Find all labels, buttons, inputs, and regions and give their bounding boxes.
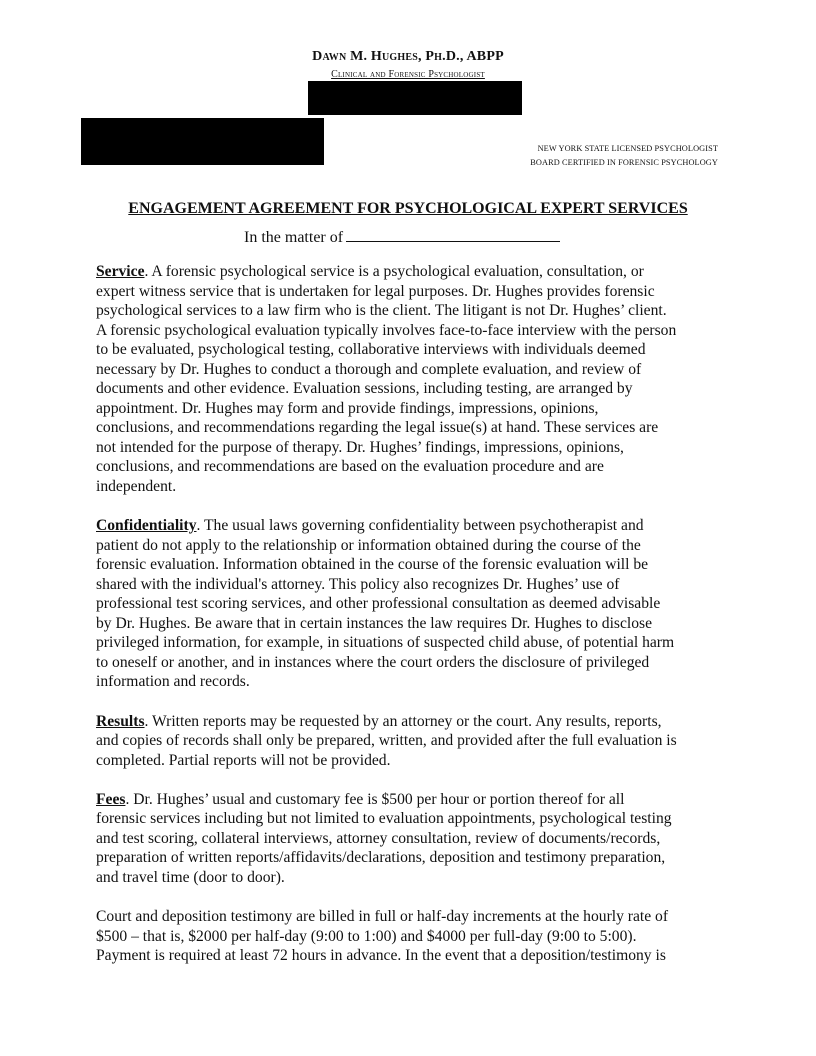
- text-line: to be evaluated, psychological testing, collaborative interviews with individuals deemed: [96, 341, 646, 359]
- text-line: Results. Written reports may be requested by an attorney or the court. Any results, reports,: [96, 712, 662, 730]
- confidentiality-heading: Confidentiality: [96, 517, 197, 535]
- text-line: information and records.: [96, 673, 250, 691]
- matter-line: [244, 226, 560, 247]
- matter-label: In the matter of: [244, 229, 344, 246]
- service-heading: Service: [96, 263, 145, 280]
- text-line: Court and deposition testimony are billed in full or half-day increments at the hourly rate of: [96, 908, 669, 926]
- letterhead-title: Clinical and Forensic Psychologist: [331, 69, 485, 80]
- text-line: conclusions, and recommendations are based on the evaluation procedure and are: [96, 458, 604, 476]
- text-line: shared with the individual's attorney. This policy also recognizes Dr. Hughes’ use of: [96, 575, 620, 593]
- text-line: psychological services to a law firm who is the client. The litigant is not Dr. Hughes’ client.: [96, 302, 667, 320]
- fees-heading: Fees: [96, 790, 126, 808]
- text-line: $500 – that is, $2000 per half-day (9:00 to 1:00) and $4000 per full-day (9:00 to 5:00).: [96, 927, 637, 945]
- text-line: expert witness service that is undertaken for legal purposes. Dr. Hughes provides forensic: [96, 282, 655, 300]
- text-line: A forensic psychological evaluation typically involves face-to-face interview with the person: [96, 321, 677, 339]
- text-line: preparation of written reports/affidavits/declarations, deposition and testimony preparation,: [96, 849, 666, 867]
- text-line: Payment is required at least 72 hours in advance. In the event that a deposition/testimony is: [96, 947, 666, 965]
- results-section: [96, 712, 721, 771]
- text-line: to oneself or another, and in instances where the court orders the disclosure of privileged: [96, 653, 650, 671]
- results-heading: Results: [96, 712, 145, 730]
- text-line: Service. A forensic psychological service is a psychological evaluation, consultation, or: [96, 263, 644, 280]
- credential-line: BOARD CERTIFIED IN FORENSIC PSYCHOLOGY: [530, 158, 718, 167]
- testimony-section: [96, 907, 721, 966]
- fees-section: [96, 790, 721, 888]
- text-line: by Dr. Hughes. Be aware that in certain instances the law requires Dr. Hughes to disclose: [96, 614, 653, 632]
- credentials: [530, 142, 718, 170]
- text-line: forensic services including but not limited to evaluation appointments, psychological testing: [96, 810, 672, 828]
- text-line: completed. Partial reports will not be provided.: [96, 751, 391, 769]
- text-line: and test scoring, collateral interviews, attorney consultation, review of documents/records,: [96, 829, 661, 847]
- text-line: and copies of records shall only be prepared, written, and provided after the full evaluation is: [96, 732, 677, 750]
- text-line: independent.: [96, 478, 177, 496]
- text-line: appointment. Dr. Hughes may form and provide findings, impressions, opinions,: [96, 399, 599, 417]
- text-line: patient do not apply to the relationship or information obtained during the course of the: [96, 536, 641, 554]
- matter-blank: [346, 226, 560, 242]
- text-line: and travel time (door to door).: [96, 868, 285, 886]
- letterhead-name: Dawn M. Hughes, Ph.D., ABPP: [312, 49, 504, 64]
- redaction-block: [308, 81, 522, 115]
- text-line: privileged information, for example, in situations of suspected child abuse, of potential harm: [96, 634, 675, 652]
- document-body: [96, 262, 721, 985]
- text-line: not intended for the purpose of therapy. Dr. Hughes’ findings, impressions, opinions,: [96, 438, 624, 456]
- text-line: conclusions, and recommendations regarding the legal issue(s) at hand. These services are: [96, 419, 659, 437]
- confidentiality-section: [96, 516, 721, 692]
- document-title: ENGAGEMENT AGREEMENT FOR PSYCHOLOGICAL EXPERT SERVICES: [128, 200, 688, 217]
- credential-line: NEW YORK STATE LICENSED PSYCHOLOGIST: [537, 144, 718, 153]
- service-section: [96, 262, 721, 497]
- text-line: Fees. Dr. Hughes’ usual and customary fee is $500 per hour or portion thereof for all: [96, 790, 625, 808]
- text-line: Confidentiality. The usual laws governing confidentiality between psychotherapist and: [96, 517, 644, 535]
- text-line: professional test scoring services, and other professional consultation as deemed advisable: [96, 595, 661, 613]
- redaction-block: [81, 118, 324, 165]
- text-line: documents and other evidence. Evaluation sessions, including testing, are arranged by: [96, 380, 633, 398]
- text-line: necessary by Dr. Hughes to conduct a thorough and complete evaluation, and review of: [96, 360, 642, 378]
- text-line: forensic evaluation. Information obtained in the course of the forensic evaluation will be: [96, 556, 649, 574]
